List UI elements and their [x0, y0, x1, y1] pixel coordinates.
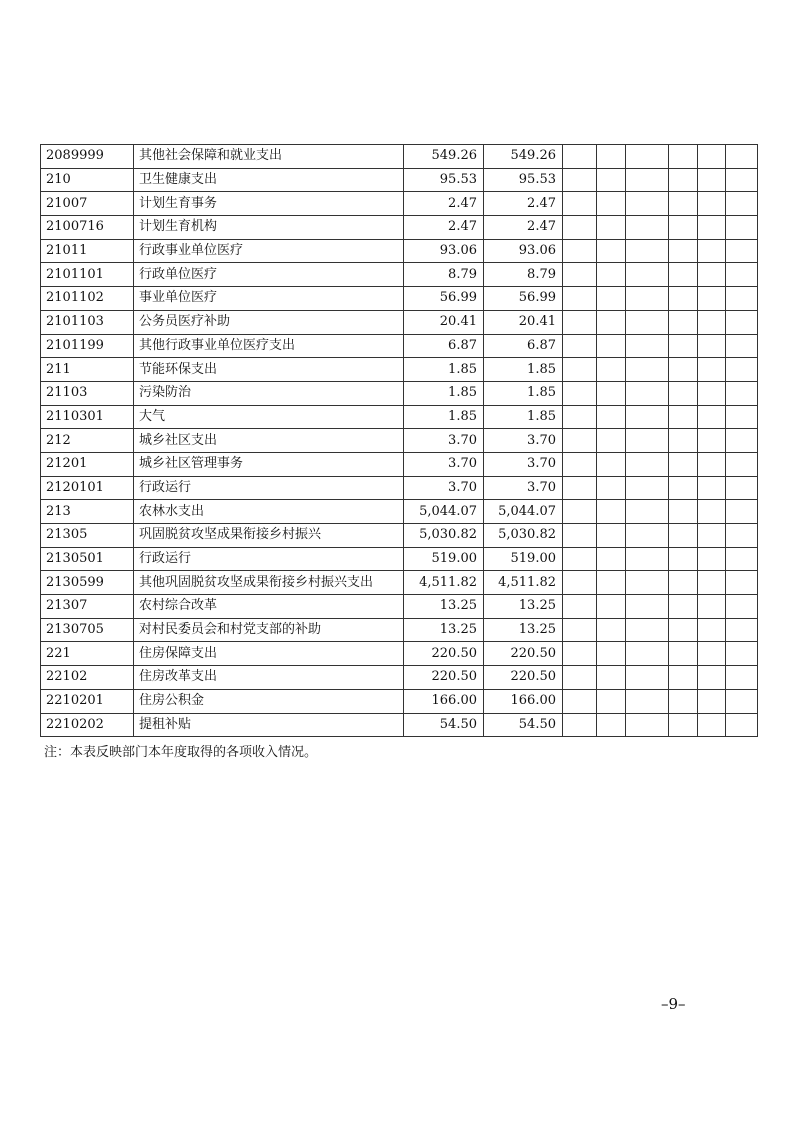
table-row [41, 334, 758, 358]
empty-cell [597, 713, 626, 737]
empty-cell [726, 689, 758, 713]
empty-cell [626, 500, 669, 524]
total-cell: 3.70 [404, 476, 484, 500]
empty-cell [626, 642, 669, 666]
table-row [41, 666, 758, 690]
empty-cell [669, 358, 698, 382]
code-cell: 2120101 [41, 476, 134, 500]
empty-cell [626, 192, 669, 216]
empty-cell [726, 310, 758, 334]
empty-cell [626, 145, 669, 169]
empty-cell [726, 358, 758, 382]
empty-cell [563, 500, 597, 524]
income-table [40, 144, 758, 737]
code-cell: 22102 [41, 666, 134, 690]
empty-cell [669, 571, 698, 595]
empty-cell [563, 476, 597, 500]
empty-cell [726, 334, 758, 358]
empty-cell [563, 192, 597, 216]
empty-cell [669, 500, 698, 524]
empty-cell [597, 381, 626, 405]
code-cell: 21307 [41, 595, 134, 619]
amount-cell: 1.85 [484, 381, 563, 405]
empty-cell [698, 145, 726, 169]
empty-cell [597, 547, 626, 571]
empty-cell [669, 642, 698, 666]
empty-cell [563, 571, 597, 595]
code-cell: 2210201 [41, 689, 134, 713]
empty-cell [669, 618, 698, 642]
amount-cell: 20.41 [484, 310, 563, 334]
total-cell: 5,030.82 [404, 524, 484, 548]
code-cell: 21305 [41, 524, 134, 548]
empty-cell [726, 452, 758, 476]
empty-cell [563, 429, 597, 453]
empty-cell [726, 547, 758, 571]
total-cell: 3.70 [404, 429, 484, 453]
empty-cell [626, 310, 669, 334]
empty-cell [563, 713, 597, 737]
code-cell: 212 [41, 429, 134, 453]
empty-cell [597, 216, 626, 240]
table-row [41, 263, 758, 287]
empty-cell [669, 239, 698, 263]
amount-cell: 519.00 [484, 547, 563, 571]
name-cell: 大气 [134, 405, 404, 429]
empty-cell [698, 689, 726, 713]
amount-cell: 13.25 [484, 618, 563, 642]
empty-cell [698, 263, 726, 287]
total-cell: 8.79 [404, 263, 484, 287]
total-cell: 56.99 [404, 287, 484, 311]
empty-cell [563, 239, 597, 263]
code-cell: 211 [41, 358, 134, 382]
total-cell: 93.06 [404, 239, 484, 263]
empty-cell [597, 239, 626, 263]
empty-cell [626, 571, 669, 595]
empty-cell [626, 476, 669, 500]
empty-cell [563, 263, 597, 287]
table-row [41, 216, 758, 240]
empty-cell [597, 168, 626, 192]
name-cell: 行政运行 [134, 476, 404, 500]
empty-cell [626, 595, 669, 619]
table-row [41, 452, 758, 476]
code-cell: 21007 [41, 192, 134, 216]
empty-cell [563, 334, 597, 358]
amount-cell: 1.85 [484, 405, 563, 429]
name-cell: 其他社会保障和就业支出 [134, 145, 404, 169]
name-cell: 巩固脱贫攻坚成果衔接乡村振兴 [134, 524, 404, 548]
table-row [41, 524, 758, 548]
empty-cell [626, 405, 669, 429]
table-note: 注：本表反映部门本年度取得的各项收入情况。 [44, 745, 318, 760]
empty-cell [669, 547, 698, 571]
empty-cell [626, 452, 669, 476]
empty-cell [597, 358, 626, 382]
name-cell: 卫生健康支出 [134, 168, 404, 192]
code-cell: 2100716 [41, 216, 134, 240]
empty-cell [626, 239, 669, 263]
empty-cell [626, 358, 669, 382]
table-row [41, 405, 758, 429]
empty-cell [597, 405, 626, 429]
total-cell: 220.50 [404, 666, 484, 690]
name-cell: 其他行政事业单位医疗支出 [134, 334, 404, 358]
amount-cell: 6.87 [484, 334, 563, 358]
empty-cell [597, 689, 626, 713]
empty-cell [698, 571, 726, 595]
empty-cell [626, 666, 669, 690]
empty-cell [698, 334, 726, 358]
name-cell: 其他巩固脱贫攻坚成果衔接乡村振兴支出 [134, 571, 404, 595]
empty-cell [698, 429, 726, 453]
empty-cell [726, 429, 758, 453]
name-cell: 污染防治 [134, 381, 404, 405]
table-row [41, 239, 758, 263]
table-row [41, 168, 758, 192]
empty-cell [563, 452, 597, 476]
empty-cell [563, 524, 597, 548]
empty-cell [597, 666, 626, 690]
empty-cell [698, 381, 726, 405]
empty-cell [626, 168, 669, 192]
name-cell: 事业单位医疗 [134, 287, 404, 311]
empty-cell [597, 571, 626, 595]
code-cell: 21103 [41, 381, 134, 405]
empty-cell [726, 666, 758, 690]
empty-cell [726, 476, 758, 500]
empty-cell [597, 263, 626, 287]
name-cell: 农村综合改革 [134, 595, 404, 619]
empty-cell [669, 666, 698, 690]
amount-cell: 220.50 [484, 642, 563, 666]
empty-cell [698, 452, 726, 476]
table-row [41, 500, 758, 524]
empty-cell [563, 168, 597, 192]
table-row [41, 310, 758, 334]
empty-cell [669, 595, 698, 619]
empty-cell [626, 334, 669, 358]
empty-cell [669, 381, 698, 405]
table-row [41, 642, 758, 666]
code-cell: 2210202 [41, 713, 134, 737]
amount-cell: 95.53 [484, 168, 563, 192]
empty-cell [669, 713, 698, 737]
empty-cell [669, 429, 698, 453]
empty-cell [726, 642, 758, 666]
total-cell: 4,511.82 [404, 571, 484, 595]
total-cell: 13.25 [404, 595, 484, 619]
code-cell: 2101199 [41, 334, 134, 358]
empty-cell [563, 642, 597, 666]
empty-cell [698, 358, 726, 382]
empty-cell [726, 239, 758, 263]
code-cell: 2130599 [41, 571, 134, 595]
name-cell: 住房保障支出 [134, 642, 404, 666]
name-cell: 计划生育机构 [134, 216, 404, 240]
empty-cell [726, 571, 758, 595]
empty-cell [669, 452, 698, 476]
total-cell: 220.50 [404, 642, 484, 666]
empty-cell [597, 642, 626, 666]
empty-cell [669, 689, 698, 713]
name-cell: 对村民委员会和村党支部的补助 [134, 618, 404, 642]
total-cell: 1.85 [404, 405, 484, 429]
empty-cell [597, 145, 626, 169]
name-cell: 提租补贴 [134, 713, 404, 737]
code-cell: 21201 [41, 452, 134, 476]
table-row [41, 145, 758, 169]
empty-cell [669, 216, 698, 240]
empty-cell [597, 452, 626, 476]
empty-cell [563, 689, 597, 713]
page-number: –9– [661, 995, 686, 1013]
empty-cell [563, 216, 597, 240]
total-cell: 6.87 [404, 334, 484, 358]
total-cell: 54.50 [404, 713, 484, 737]
amount-cell: 13.25 [484, 595, 563, 619]
code-cell: 21011 [41, 239, 134, 263]
empty-cell [563, 381, 597, 405]
empty-cell [726, 145, 758, 169]
name-cell: 公务员医疗补助 [134, 310, 404, 334]
empty-cell [726, 524, 758, 548]
empty-cell [669, 310, 698, 334]
empty-cell [726, 595, 758, 619]
amount-cell: 1.85 [484, 358, 563, 382]
code-cell: 2089999 [41, 145, 134, 169]
empty-cell [626, 713, 669, 737]
amount-cell: 3.70 [484, 429, 563, 453]
empty-cell [563, 145, 597, 169]
empty-cell [698, 500, 726, 524]
amount-cell: 3.70 [484, 452, 563, 476]
empty-cell [626, 381, 669, 405]
name-cell: 农林水支出 [134, 500, 404, 524]
amount-cell: 3.70 [484, 476, 563, 500]
table-row [41, 358, 758, 382]
empty-cell [669, 192, 698, 216]
empty-cell [626, 524, 669, 548]
empty-cell [597, 192, 626, 216]
total-cell: 2.47 [404, 192, 484, 216]
empty-cell [626, 287, 669, 311]
empty-cell [698, 595, 726, 619]
total-cell: 1.85 [404, 358, 484, 382]
name-cell: 城乡社区支出 [134, 429, 404, 453]
empty-cell [597, 287, 626, 311]
name-cell: 行政事业单位医疗 [134, 239, 404, 263]
amount-cell: 93.06 [484, 239, 563, 263]
empty-cell [669, 524, 698, 548]
amount-cell: 549.26 [484, 145, 563, 169]
empty-cell [726, 192, 758, 216]
empty-cell [726, 405, 758, 429]
empty-cell [626, 618, 669, 642]
empty-cell [698, 310, 726, 334]
empty-cell [669, 287, 698, 311]
empty-cell [626, 689, 669, 713]
empty-cell [563, 358, 597, 382]
empty-cell [626, 429, 669, 453]
empty-cell [597, 524, 626, 548]
amount-cell: 2.47 [484, 216, 563, 240]
total-cell: 2.47 [404, 216, 484, 240]
amount-cell: 54.50 [484, 713, 563, 737]
code-cell: 2130501 [41, 547, 134, 571]
total-cell: 1.85 [404, 381, 484, 405]
empty-cell [698, 524, 726, 548]
table-row [41, 287, 758, 311]
empty-cell [698, 216, 726, 240]
empty-cell [669, 168, 698, 192]
empty-cell [726, 713, 758, 737]
table-row [41, 192, 758, 216]
table-row [41, 476, 758, 500]
empty-cell [726, 381, 758, 405]
total-cell: 166.00 [404, 689, 484, 713]
empty-cell [698, 618, 726, 642]
amount-cell: 5,044.07 [484, 500, 563, 524]
empty-cell [597, 618, 626, 642]
empty-cell [698, 287, 726, 311]
amount-cell: 220.50 [484, 666, 563, 690]
empty-cell [597, 310, 626, 334]
empty-cell [626, 263, 669, 287]
total-cell: 20.41 [404, 310, 484, 334]
name-cell: 行政运行 [134, 547, 404, 571]
empty-cell [726, 168, 758, 192]
empty-cell [669, 405, 698, 429]
table-row [41, 689, 758, 713]
empty-cell [726, 500, 758, 524]
table-row [41, 547, 758, 571]
total-cell: 519.00 [404, 547, 484, 571]
table-row [41, 571, 758, 595]
name-cell: 节能环保支出 [134, 358, 404, 382]
empty-cell [597, 476, 626, 500]
amount-cell: 2.47 [484, 192, 563, 216]
empty-cell [669, 263, 698, 287]
table-row [41, 381, 758, 405]
empty-cell [698, 239, 726, 263]
empty-cell [669, 476, 698, 500]
table-row [41, 618, 758, 642]
empty-cell [626, 547, 669, 571]
empty-cell [597, 595, 626, 619]
empty-cell [597, 500, 626, 524]
name-cell: 住房公积金 [134, 689, 404, 713]
empty-cell [563, 618, 597, 642]
empty-cell [698, 405, 726, 429]
amount-cell: 56.99 [484, 287, 563, 311]
empty-cell [597, 334, 626, 358]
table-row [41, 595, 758, 619]
empty-cell [698, 713, 726, 737]
amount-cell: 166.00 [484, 689, 563, 713]
table-row [41, 713, 758, 737]
total-cell: 13.25 [404, 618, 484, 642]
empty-cell [563, 595, 597, 619]
total-cell: 5,044.07 [404, 500, 484, 524]
empty-cell [698, 666, 726, 690]
empty-cell [698, 192, 726, 216]
total-cell: 3.70 [404, 452, 484, 476]
code-cell: 2130705 [41, 618, 134, 642]
code-cell: 2110301 [41, 405, 134, 429]
empty-cell [726, 287, 758, 311]
empty-cell [669, 145, 698, 169]
name-cell: 计划生育事务 [134, 192, 404, 216]
code-cell: 2101101 [41, 263, 134, 287]
total-cell: 549.26 [404, 145, 484, 169]
empty-cell [726, 263, 758, 287]
empty-cell [698, 168, 726, 192]
empty-cell [726, 216, 758, 240]
amount-cell: 8.79 [484, 263, 563, 287]
code-cell: 221 [41, 642, 134, 666]
code-cell: 2101102 [41, 287, 134, 311]
amount-cell: 4,511.82 [484, 571, 563, 595]
empty-cell [669, 334, 698, 358]
empty-cell [698, 547, 726, 571]
name-cell: 行政单位医疗 [134, 263, 404, 287]
empty-cell [597, 429, 626, 453]
code-cell: 210 [41, 168, 134, 192]
empty-cell [563, 310, 597, 334]
code-cell: 2101103 [41, 310, 134, 334]
code-cell: 213 [41, 500, 134, 524]
empty-cell [698, 642, 726, 666]
name-cell: 住房改革支出 [134, 666, 404, 690]
empty-cell [563, 666, 597, 690]
empty-cell [563, 405, 597, 429]
total-cell: 95.53 [404, 168, 484, 192]
table-row [41, 429, 758, 453]
empty-cell [726, 618, 758, 642]
name-cell: 城乡社区管理事务 [134, 452, 404, 476]
empty-cell [698, 476, 726, 500]
empty-cell [563, 287, 597, 311]
amount-cell: 5,030.82 [484, 524, 563, 548]
empty-cell [626, 216, 669, 240]
empty-cell [563, 547, 597, 571]
